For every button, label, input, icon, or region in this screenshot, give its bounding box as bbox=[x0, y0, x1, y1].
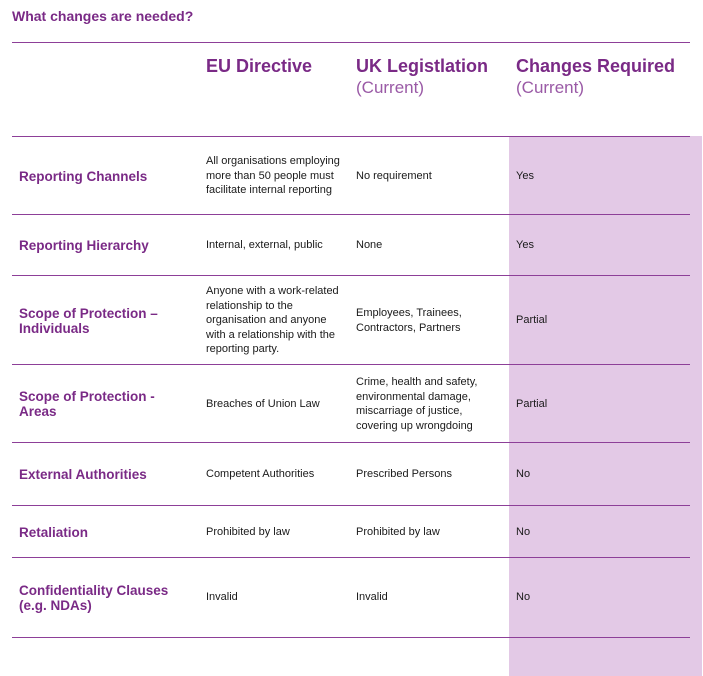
header-main: Changes Required bbox=[516, 56, 676, 76]
change-cell: Yes bbox=[516, 239, 534, 252]
row-label: Reporting Hierarchy bbox=[19, 238, 149, 253]
table-row bbox=[12, 275, 690, 365]
change-cell: Partial bbox=[516, 397, 548, 410]
table-row bbox=[12, 136, 690, 215]
change-cell: No bbox=[516, 525, 531, 538]
table-row bbox=[12, 214, 690, 276]
row-label: External Authorities bbox=[19, 467, 147, 482]
uk-cell: Invalid bbox=[356, 591, 388, 604]
eu-cell: Competent Authorities bbox=[206, 468, 315, 481]
change-cell: No bbox=[516, 591, 531, 604]
header-changes-required bbox=[516, 55, 675, 99]
row-label: Scope of Protection - Areas bbox=[19, 389, 155, 419]
uk-cell: Employees, Trainees, Contractors, Partners bbox=[356, 307, 462, 334]
change-cell: Yes bbox=[516, 169, 534, 182]
uk-cell: None bbox=[356, 239, 383, 252]
row-label: Retaliation bbox=[19, 524, 89, 540]
eu-cell: Internal, external, public bbox=[206, 239, 323, 252]
eu-cell: Prohibited by law bbox=[206, 525, 290, 538]
row-label: Reporting Channels bbox=[19, 168, 148, 184]
uk-cell: Prohibited by law bbox=[356, 525, 440, 538]
eu-cell: Invalid bbox=[206, 591, 238, 604]
uk-cell: No requirement bbox=[356, 169, 432, 182]
table-header-row bbox=[12, 42, 690, 137]
header-sub: (Current) bbox=[516, 78, 585, 97]
header-sub: (Current) bbox=[356, 78, 425, 97]
header-main: UK Legistlation bbox=[356, 56, 489, 76]
uk-cell: Prescribed Persons bbox=[356, 468, 452, 481]
row-label: Confidentiality Clauses (e.g. NDAs) bbox=[19, 582, 169, 613]
change-cell: Partial bbox=[516, 314, 548, 327]
table-row bbox=[12, 557, 690, 638]
page-title: What changes are needed? bbox=[12, 8, 194, 24]
header-eu-directive bbox=[206, 55, 312, 77]
header-main: EU Directive bbox=[206, 56, 313, 76]
table-row bbox=[12, 505, 690, 558]
eu-cell: Anyone with a work-related relationship to the organisation and anyone with a relationship with the reporting party. bbox=[206, 285, 339, 356]
uk-cell: Crime, health and safety, environmental damage, miscarriage of justice, covering up wrongdoing bbox=[356, 376, 478, 432]
change-cell: No bbox=[516, 468, 531, 481]
header-uk-legislation bbox=[356, 55, 488, 99]
eu-cell: Breaches of Union Law bbox=[206, 397, 320, 410]
eu-cell: All organisations employing more than 50 people must facilitate internal reporting bbox=[206, 155, 340, 197]
row-label: Scope of Protection – Individuals bbox=[19, 305, 158, 336]
table-row bbox=[12, 442, 690, 506]
table-row bbox=[12, 364, 690, 443]
